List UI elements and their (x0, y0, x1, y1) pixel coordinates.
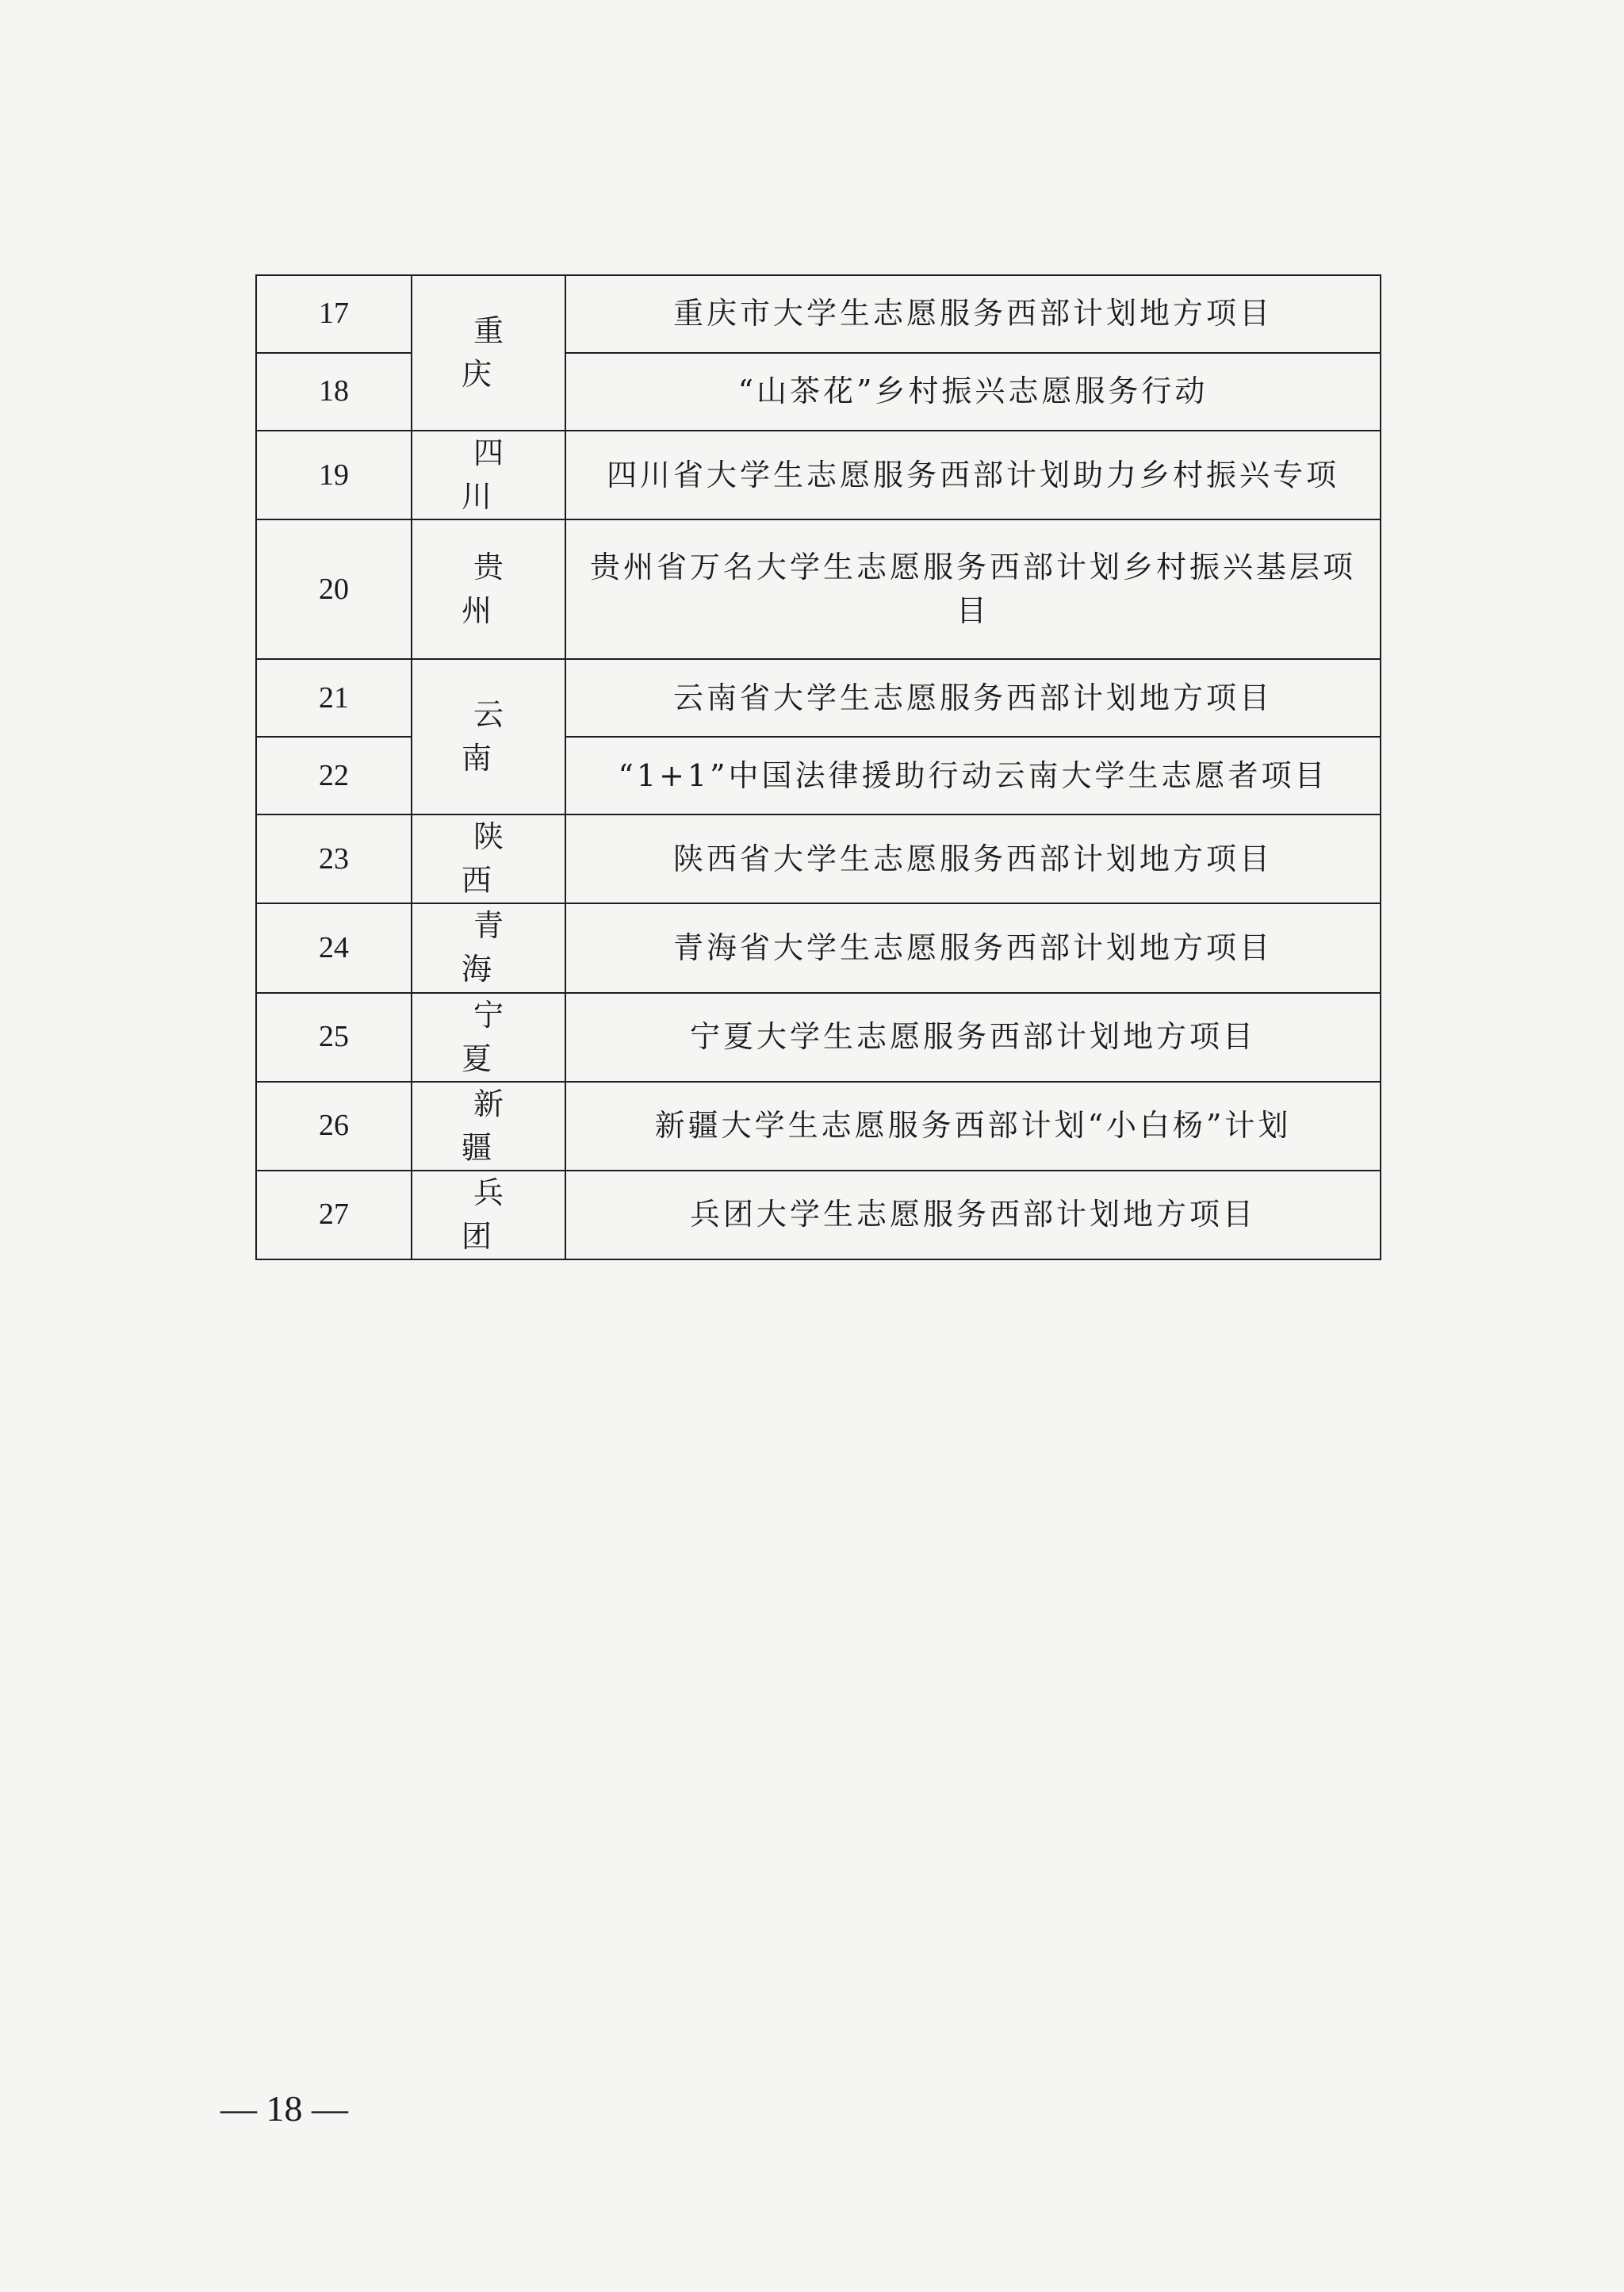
project-name: 云南省大学生志愿服务西部计划地方项目 (565, 659, 1381, 737)
row-number: 22 (256, 737, 412, 814)
table-row (256, 993, 1381, 1082)
province-cell: 云 南 (412, 659, 565, 814)
table-row (256, 431, 1381, 519)
row-number: 17 (256, 275, 412, 353)
page-number: — 18 — (220, 2088, 348, 2129)
province-cell: 四 川 (412, 431, 565, 519)
project-name: 宁夏大学生志愿服务西部计划地方项目 (565, 993, 1381, 1082)
project-name: 四川省大学生志愿服务西部计划助力乡村振兴专项 (565, 431, 1381, 519)
province-cell: 陕 西 (412, 814, 565, 903)
row-number: 19 (256, 431, 412, 519)
project-name: 兵团大学生志愿服务西部计划地方项目 (565, 1171, 1381, 1259)
project-name: 青海省大学生志愿服务西部计划地方项目 (565, 903, 1381, 992)
project-name: “山茶花”乡村振兴志愿服务行动 (565, 353, 1381, 431)
project-name: 贵州省万名大学生志愿服务西部计划乡村振兴基层项目 (565, 519, 1381, 659)
table-row (256, 1171, 1381, 1259)
row-number: 26 (256, 1082, 412, 1171)
province-cell: 兵 团 (412, 1171, 565, 1259)
row-number: 27 (256, 1171, 412, 1259)
project-table (255, 274, 1381, 1260)
project-name: 陕西省大学生志愿服务西部计划地方项目 (565, 814, 1381, 903)
row-number: 25 (256, 993, 412, 1082)
row-number: 23 (256, 814, 412, 903)
row-number: 20 (256, 519, 412, 659)
province-cell: 新 疆 (412, 1082, 565, 1171)
province-cell: 重 庆 (412, 275, 565, 431)
table-row (256, 519, 1381, 659)
row-number: 21 (256, 659, 412, 737)
province-cell: 青 海 (412, 903, 565, 992)
table-row (256, 814, 1381, 903)
project-name: “1+1”中国法律援助行动云南大学生志愿者项目 (565, 737, 1381, 814)
table-row (256, 1082, 1381, 1171)
row-number: 24 (256, 903, 412, 992)
table-row (256, 903, 1381, 992)
table-row (256, 659, 1381, 737)
project-name: 新疆大学生志愿服务西部计划“小白杨”计划 (565, 1082, 1381, 1171)
province-cell: 贵 州 (412, 519, 565, 659)
province-cell: 宁 夏 (412, 993, 565, 1082)
row-number: 18 (256, 353, 412, 431)
table-row (256, 275, 1381, 353)
project-name: 重庆市大学生志愿服务西部计划地方项目 (565, 275, 1381, 353)
